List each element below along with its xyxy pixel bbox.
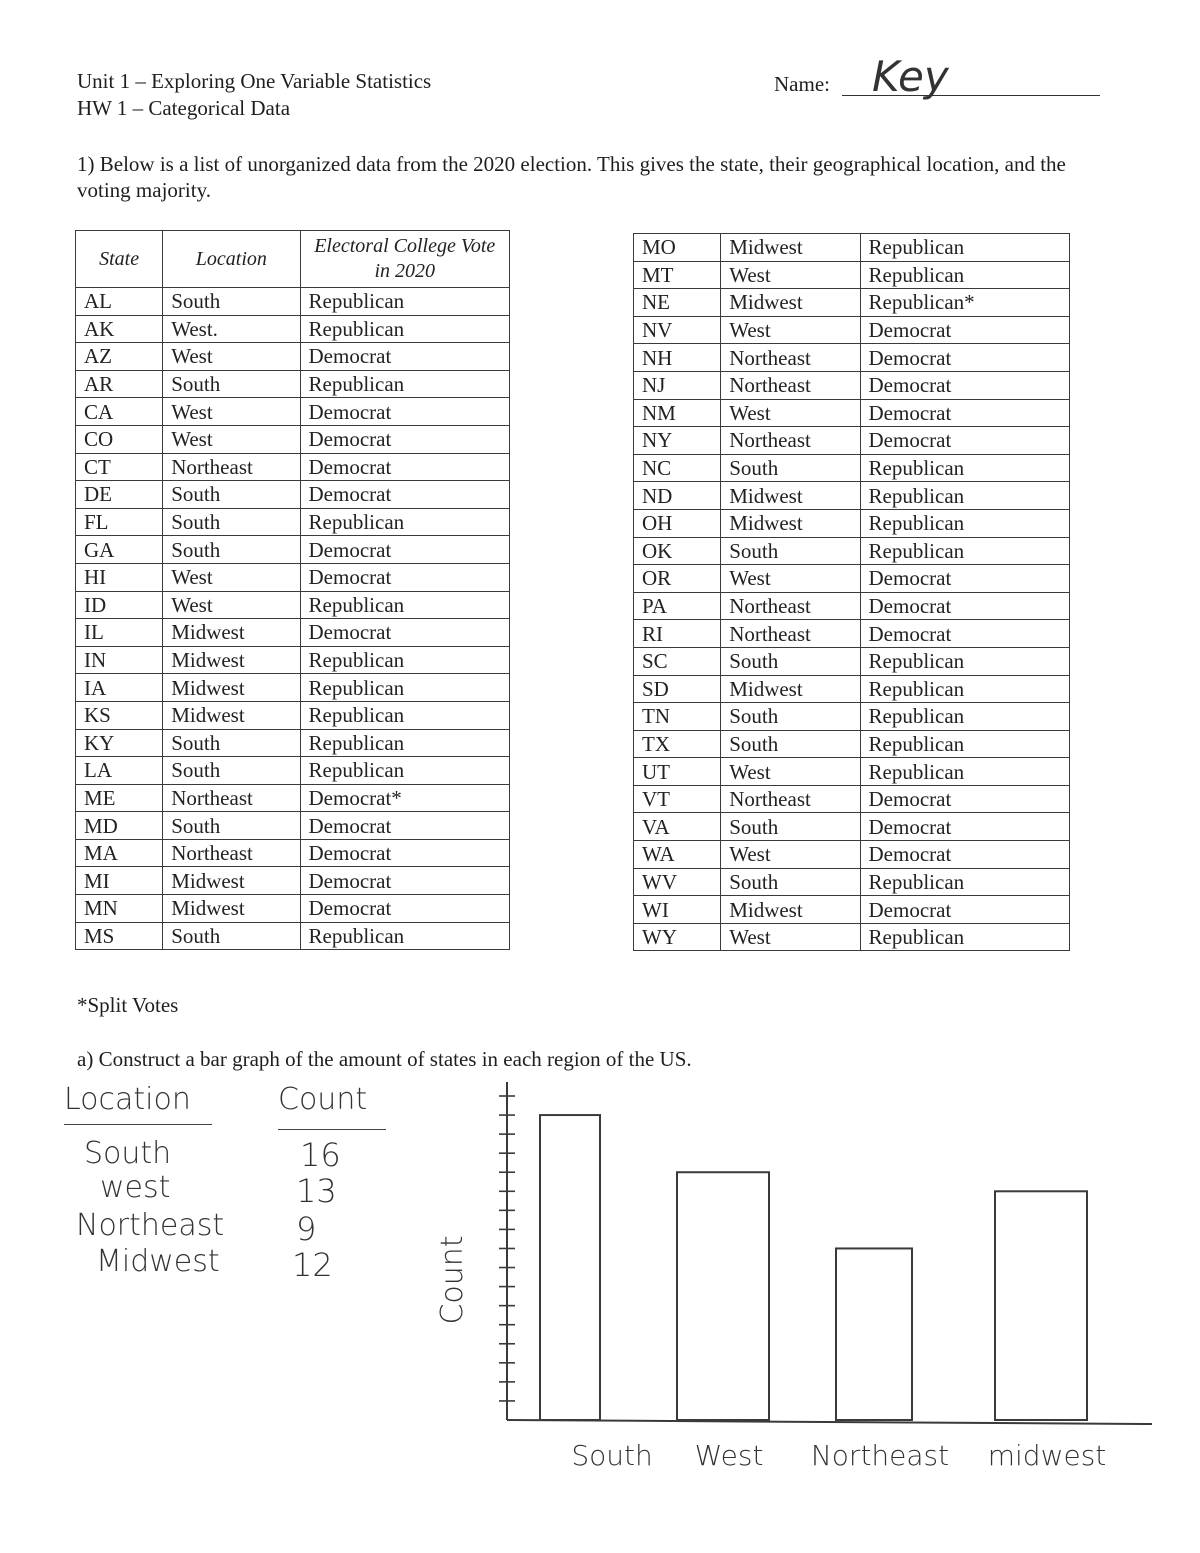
cell-location: South bbox=[721, 868, 860, 896]
cell-location: West bbox=[721, 399, 860, 427]
cell-location: Northeast bbox=[163, 784, 300, 812]
cell-location: Northeast bbox=[163, 453, 300, 481]
cell-vote: Republican bbox=[300, 288, 510, 316]
cell-state: IA bbox=[76, 674, 163, 702]
cell-vote: Republican bbox=[860, 454, 1070, 482]
cell-location: Midwest bbox=[721, 896, 860, 924]
cell-location: West bbox=[163, 563, 300, 591]
cell-vote: Republican bbox=[860, 868, 1070, 896]
cell-vote: Republican bbox=[300, 370, 510, 398]
cell-vote: Democrat bbox=[300, 425, 510, 453]
cell-location: South bbox=[163, 288, 300, 316]
cell-vote: Republican bbox=[300, 508, 510, 536]
cell-vote: Democrat bbox=[860, 427, 1070, 455]
header-vote: Electoral College Vote in 2020 bbox=[300, 231, 510, 288]
unit-title: Unit 1 – Exploring One Variable Statistics bbox=[77, 69, 432, 93]
x-tick-label-south: South bbox=[571, 1439, 653, 1472]
cell-location: Midwest bbox=[721, 675, 860, 703]
cell-state: ND bbox=[634, 482, 721, 510]
cell-vote: Republican bbox=[860, 234, 1070, 262]
cell-vote: Republican bbox=[860, 509, 1070, 537]
cell-state: ID bbox=[76, 591, 163, 619]
cell-location: Midwest bbox=[721, 509, 860, 537]
cell-vote: Democrat* bbox=[300, 784, 510, 812]
cell-state: NH bbox=[634, 344, 721, 372]
freq-location-1: west bbox=[100, 1170, 171, 1205]
cell-location: West bbox=[721, 923, 860, 951]
cell-state: SD bbox=[634, 675, 721, 703]
cell-state: LA bbox=[76, 757, 163, 785]
cell-location: South bbox=[163, 481, 300, 509]
cell-state: WY bbox=[634, 923, 721, 951]
cell-vote: Democrat bbox=[860, 813, 1070, 841]
cell-state: MI bbox=[76, 867, 163, 895]
cell-location: Midwest bbox=[163, 867, 300, 895]
cell-state: MO bbox=[634, 234, 721, 262]
cell-state: WA bbox=[634, 841, 721, 869]
cell-state: NM bbox=[634, 399, 721, 427]
cell-vote: Democrat bbox=[300, 619, 510, 647]
cell-vote: Republican bbox=[860, 923, 1070, 951]
cell-vote: Republican* bbox=[860, 289, 1070, 317]
cell-state: WV bbox=[634, 868, 721, 896]
cell-state: NE bbox=[634, 289, 721, 317]
cell-location: West bbox=[163, 591, 300, 619]
cell-location: Northeast bbox=[721, 427, 860, 455]
cell-state: ME bbox=[76, 784, 163, 812]
cell-state: MS bbox=[76, 922, 163, 950]
freq-count-1: 13 bbox=[296, 1172, 337, 1210]
header-location: Location bbox=[163, 231, 300, 288]
cell-location: West bbox=[721, 565, 860, 593]
cell-location: Midwest bbox=[721, 234, 860, 262]
cell-location: South bbox=[721, 730, 860, 758]
freq-location-3: Midwest bbox=[96, 1244, 220, 1279]
cell-location: West bbox=[721, 758, 860, 786]
freq-location-2: Northeast bbox=[76, 1208, 225, 1243]
cell-state: DE bbox=[76, 481, 163, 509]
cell-state: OK bbox=[634, 537, 721, 565]
cell-location: South bbox=[721, 537, 860, 565]
cell-state: NC bbox=[634, 454, 721, 482]
freq-count-2: 9 bbox=[296, 1210, 317, 1248]
cell-location: Northeast bbox=[721, 620, 860, 648]
cell-location: West bbox=[163, 425, 300, 453]
cell-state: RI bbox=[634, 620, 721, 648]
cell-location: Northeast bbox=[721, 785, 860, 813]
cell-vote: Democrat bbox=[860, 316, 1070, 344]
cell-location: West bbox=[721, 841, 860, 869]
freq-count-3: 12 bbox=[292, 1246, 333, 1284]
cell-state: MD bbox=[76, 812, 163, 840]
bar-midwest bbox=[995, 1191, 1087, 1420]
bar-northeast bbox=[836, 1248, 912, 1420]
cell-vote: Republican bbox=[860, 675, 1070, 703]
bar-west bbox=[677, 1172, 769, 1420]
cell-state: CT bbox=[76, 453, 163, 481]
freq-header-count: Count bbox=[278, 1082, 368, 1117]
name-value: Key bbox=[872, 52, 949, 101]
cell-vote: Republican bbox=[300, 729, 510, 757]
freq-location-0: South bbox=[84, 1136, 172, 1171]
cell-vote: Republican bbox=[300, 315, 510, 343]
cell-state: WI bbox=[634, 896, 721, 924]
name-label: Name: bbox=[774, 72, 830, 96]
cell-vote: Democrat bbox=[300, 481, 510, 509]
question-1: 1) Below is a list of unorganized data from the 2020 election. This gives the state, their geographical location, and the voting majority. bbox=[77, 152, 1066, 202]
cell-vote: Democrat bbox=[300, 453, 510, 481]
cell-vote: Democrat bbox=[300, 867, 510, 895]
bar-south bbox=[540, 1115, 600, 1420]
cell-vote: Democrat bbox=[860, 620, 1070, 648]
cell-vote: Republican bbox=[300, 591, 510, 619]
cell-location: South bbox=[721, 813, 860, 841]
cell-vote: Republican bbox=[860, 758, 1070, 786]
cell-location: Northeast bbox=[163, 839, 300, 867]
cell-state: FL bbox=[76, 508, 163, 536]
cell-state: AR bbox=[76, 370, 163, 398]
y-axis-label: Count bbox=[435, 1235, 470, 1325]
footnote: *Split Votes bbox=[77, 993, 179, 1017]
cell-vote: Republican bbox=[860, 647, 1070, 675]
cell-state: PA bbox=[634, 592, 721, 620]
cell-vote: Republican bbox=[860, 482, 1070, 510]
cell-location: Midwest bbox=[721, 289, 860, 317]
cell-state: UT bbox=[634, 758, 721, 786]
freq-header-location: Location bbox=[64, 1082, 191, 1117]
cell-vote: Republican bbox=[300, 922, 510, 950]
cell-location: Midwest bbox=[163, 674, 300, 702]
cell-location: South bbox=[163, 812, 300, 840]
cell-vote: Democrat bbox=[300, 812, 510, 840]
cell-location: South bbox=[721, 703, 860, 731]
cell-state: NY bbox=[634, 427, 721, 455]
cell-location: South bbox=[163, 757, 300, 785]
cell-state: VT bbox=[634, 785, 721, 813]
cell-vote: Republican bbox=[860, 537, 1070, 565]
x-tick-label-midwest: midwest bbox=[987, 1439, 1107, 1472]
cell-state: MT bbox=[634, 261, 721, 289]
cell-location: Northeast bbox=[721, 344, 860, 372]
x-tick-label-northeast: Northeast bbox=[810, 1439, 950, 1472]
cell-state: AZ bbox=[76, 343, 163, 371]
cell-vote: Democrat bbox=[860, 841, 1070, 869]
cell-state: OH bbox=[634, 509, 721, 537]
cell-location: Midwest bbox=[163, 619, 300, 647]
cell-state: MA bbox=[76, 839, 163, 867]
hw-title: HW 1 – Categorical Data bbox=[77, 96, 291, 120]
cell-vote: Democrat bbox=[300, 398, 510, 426]
cell-location: West bbox=[721, 261, 860, 289]
cell-state: TX bbox=[634, 730, 721, 758]
cell-state: NV bbox=[634, 316, 721, 344]
cell-vote: Democrat bbox=[860, 399, 1070, 427]
cell-location: West bbox=[163, 398, 300, 426]
cell-state: GA bbox=[76, 536, 163, 564]
cell-state: HI bbox=[76, 563, 163, 591]
cell-state: NJ bbox=[634, 371, 721, 399]
cell-state: KS bbox=[76, 701, 163, 729]
cell-vote: Democrat bbox=[860, 565, 1070, 593]
cell-vote: Republican bbox=[860, 730, 1070, 758]
cell-location: West bbox=[163, 343, 300, 371]
cell-location: West. bbox=[163, 315, 300, 343]
cell-vote: Democrat bbox=[860, 592, 1070, 620]
cell-vote: Democrat bbox=[300, 563, 510, 591]
cell-vote: Republican bbox=[860, 703, 1070, 731]
cell-vote: Democrat bbox=[860, 896, 1070, 924]
cell-vote: Democrat bbox=[300, 536, 510, 564]
cell-state: AK bbox=[76, 315, 163, 343]
cell-state: IN bbox=[76, 646, 163, 674]
cell-location: Northeast bbox=[721, 371, 860, 399]
cell-location: South bbox=[721, 647, 860, 675]
cell-vote: Republican bbox=[300, 674, 510, 702]
question-a: a) Construct a bar graph of the amount of states in each region of the US. bbox=[77, 1047, 692, 1071]
cell-vote: Republican bbox=[300, 757, 510, 785]
freq-count-0: 16 bbox=[300, 1136, 341, 1174]
cell-location: West bbox=[721, 316, 860, 344]
cell-location: South bbox=[163, 370, 300, 398]
cell-location: Northeast bbox=[721, 592, 860, 620]
cell-state: MN bbox=[76, 895, 163, 923]
cell-location: South bbox=[163, 508, 300, 536]
cell-location: Midwest bbox=[163, 646, 300, 674]
cell-location: Midwest bbox=[163, 701, 300, 729]
cell-state: CA bbox=[76, 398, 163, 426]
cell-location: South bbox=[163, 922, 300, 950]
cell-vote: Republican bbox=[860, 261, 1070, 289]
cell-state: IL bbox=[76, 619, 163, 647]
cell-state: OR bbox=[634, 565, 721, 593]
header-state: State bbox=[76, 231, 163, 288]
cell-vote: Republican bbox=[300, 646, 510, 674]
cell-state: SC bbox=[634, 647, 721, 675]
x-tick-label-west: West bbox=[694, 1439, 764, 1472]
cell-vote: Democrat bbox=[300, 343, 510, 371]
cell-vote: Democrat bbox=[860, 344, 1070, 372]
cell-location: South bbox=[163, 536, 300, 564]
cell-state: VA bbox=[634, 813, 721, 841]
cell-state: TN bbox=[634, 703, 721, 731]
cell-state: AL bbox=[76, 288, 163, 316]
cell-location: South bbox=[163, 729, 300, 757]
cell-location: Midwest bbox=[721, 482, 860, 510]
cell-state: CO bbox=[76, 425, 163, 453]
cell-vote: Democrat bbox=[300, 839, 510, 867]
cell-vote: Democrat bbox=[860, 371, 1070, 399]
cell-location: South bbox=[721, 454, 860, 482]
cell-vote: Democrat bbox=[300, 895, 510, 923]
cell-vote: Republican bbox=[300, 701, 510, 729]
cell-vote: Democrat bbox=[860, 785, 1070, 813]
cell-state: KY bbox=[76, 729, 163, 757]
cell-location: Midwest bbox=[163, 895, 300, 923]
